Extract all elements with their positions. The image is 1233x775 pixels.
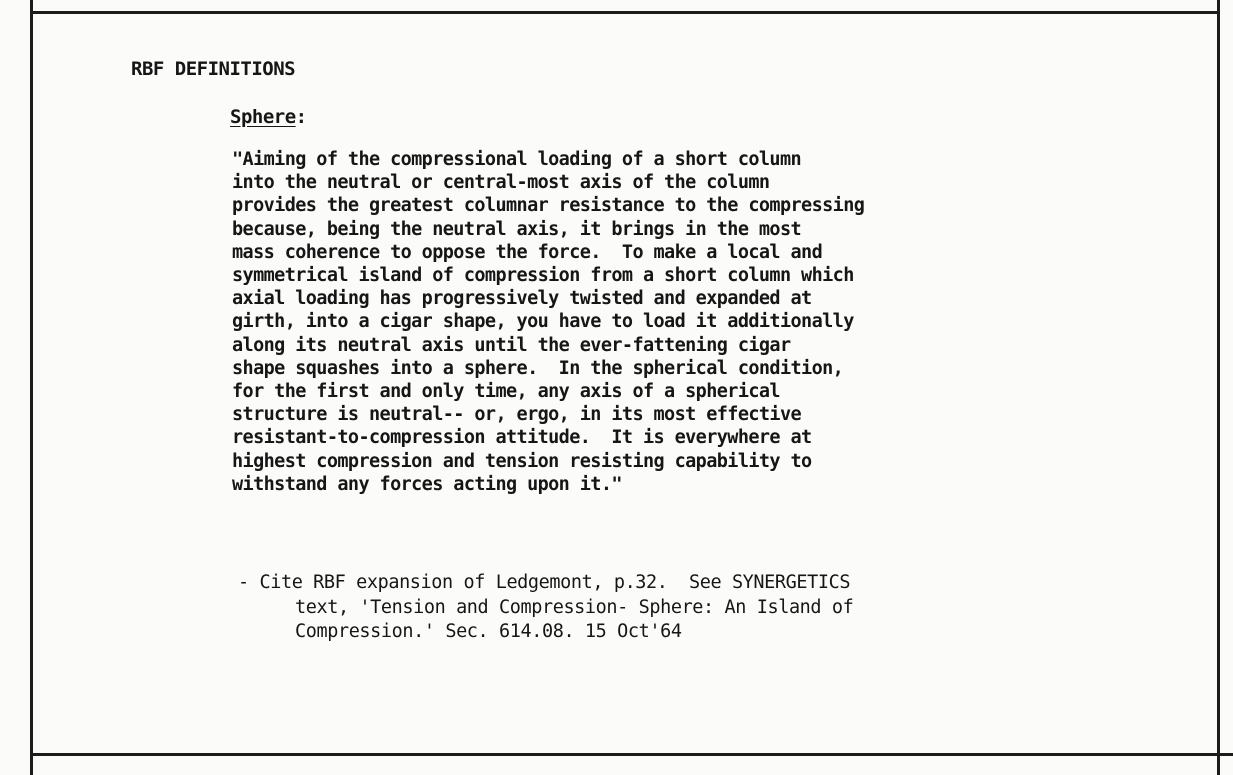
citation-block	[238, 571, 1098, 645]
definition-line: mass coherence to oppose the force. To make a local and	[232, 241, 823, 263]
definition-line: girth, into a cigar shape, you have to load it additionally	[232, 311, 854, 333]
definition-line: "Aiming of the compressional loading of a short column	[232, 149, 802, 170]
definition-line: because, being the neutral axis, it brings in the most	[232, 218, 802, 240]
right-border-rule	[1217, 0, 1220, 775]
term-name: Sphere	[230, 106, 296, 128]
document-heading: RBF DEFINITIONS	[131, 58, 296, 80]
definition-line: structure is neutral-- or, ergo, in its most effective	[232, 404, 802, 426]
definition-line: into the neutral or central-most axis of the column	[232, 172, 770, 194]
definition-line: along its neutral axis until the ever-fattening cigar	[232, 334, 791, 356]
definition-line: for the first and only time, any axis of a spherical	[232, 381, 780, 403]
definition-line: provides the greatest columnar resistance to the compressing	[232, 195, 865, 217]
term-label	[230, 106, 307, 128]
definition-line: shape squashes into a sphere. In the spherical condition,	[232, 357, 844, 379]
left-border-rule	[30, 0, 33, 775]
citation-line: text, 'Tension and Compression- Sphere: An Island of	[295, 596, 854, 618]
top-border-rule	[30, 11, 1220, 14]
bottom-border-rule	[30, 753, 1233, 756]
definition-line: resistant-to-compression attitude. It is everywhere at	[232, 427, 812, 449]
citation-line: Compression.' Sec. 614.08. 15 Oct'64	[295, 621, 682, 642]
definition-line: axial loading has progressively twisted and expanded at	[232, 288, 812, 310]
citation-line: - Cite RBF expansion of Ledgemont, p.32. See SYNERGETICS	[238, 572, 851, 593]
definition-line: highest compression and tension resisting capability to	[232, 450, 812, 472]
definition-line: symmetrical island of compression from a short column which	[232, 265, 854, 287]
definition-line: withstand any forces acting upon it."	[232, 473, 622, 495]
definition-quote	[232, 148, 1092, 496]
term-colon: :	[295, 106, 307, 128]
